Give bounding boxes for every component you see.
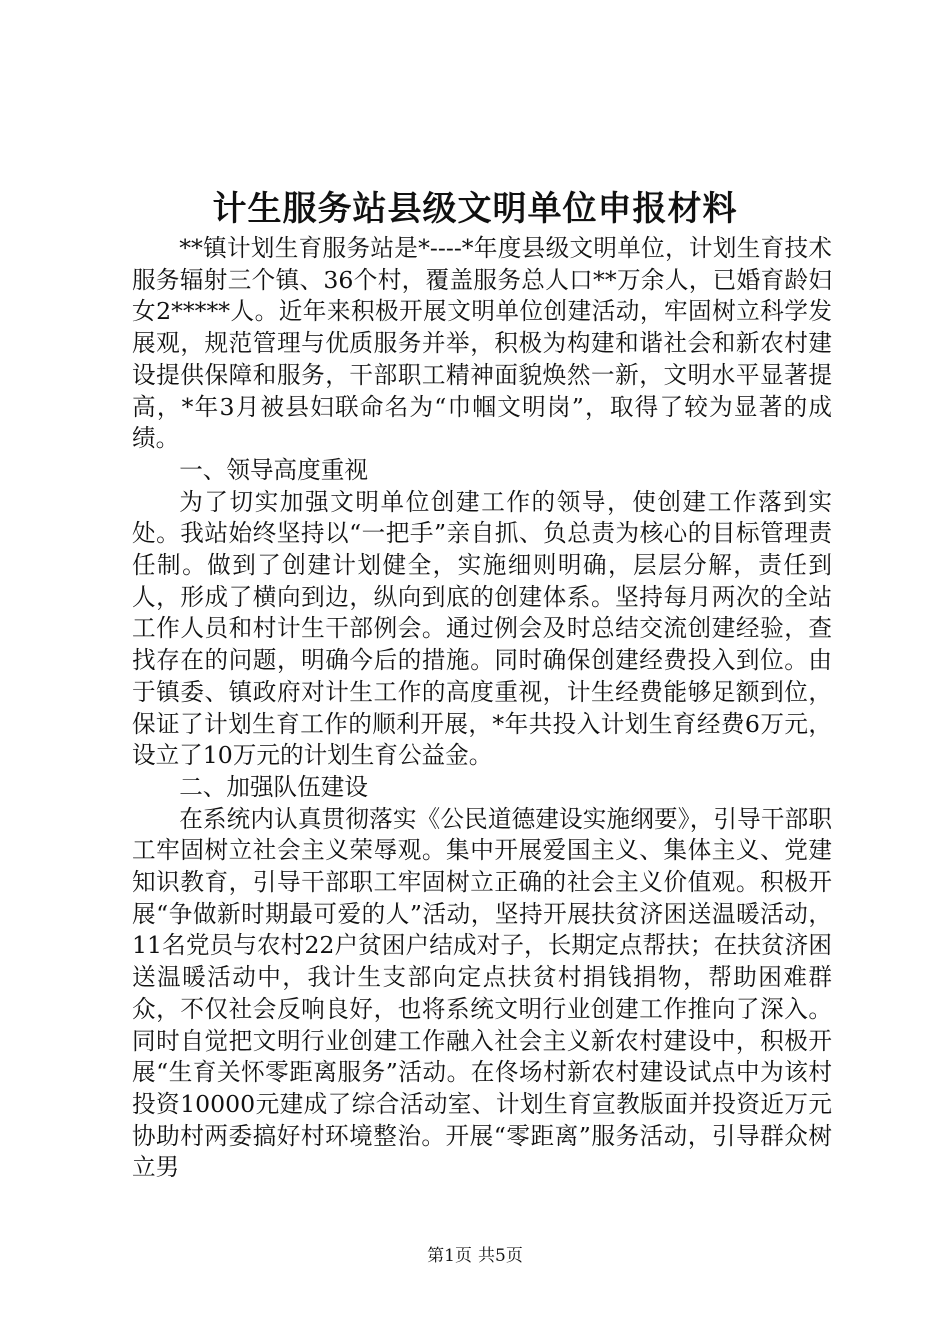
page-number-total: 共5页 <box>478 1246 523 1266</box>
intro-paragraph: **镇计划生育服务站是*----*年度县级文明单位，计划生育技术服务辐射三个镇、36个村，覆盖服务总人口**万余人，已婚育龄妇女2*****人。近年来积极开展文明单位创建活动，牢固树立科学发展观，规范管理与优质服务并举，积极为构建和谐社会和新农村建设提供保障和服务，干部职工精神面貌焕然一新，文明水平显著提高，*年3月被县妇联命名为“巾帼文明岗”，取得了较为显著的成绩。 <box>132 234 832 453</box>
section-1-heading: 一、领导高度重视 <box>179 455 368 484</box>
section-2-paragraph: 在系统内认真贯彻落实《公民道德建设实施纲要》，引导干部职工牢固树立社会主义荣辱观。集中开展爱国主义、集体主义、党建知识教育，引导干部职工牢固树立正确的社会主义价值观。积极开展“争做新时期最可爱的人”活动，坚持开展扶贫济困送温暖活动，11名党员与农村22户贫困户结成对子，长期定点帮扶；在扶贫济困送温暖活动中，我计生支部向定点扶贫村捐钱捐物，帮助困难群众，不仅社会反响良好，也将系统文明行业创建工作推向了深入。同时自觉把文明行业创建工作融入社会主义新农村建设中，积极开展“生育关怀零距离服务”活动。在佟场村新农村建设试点中为该村投资10000元建成了综合活动室、计划生育宣教版面并投资近万元协助村两委搞好村环境整治。开展“零距离”服务活动，引导群众树立男 <box>132 804 832 1182</box>
section-1-paragraph: 为了切实加强文明单位创建工作的领导，使创建工作落到实处。我站始终坚持以“一把手”亲自抓、负总责为核心的目标管理责任制。做到了创建计划健全，实施细则明确，层层分解，责任到人，形成了横向到边，纵向到底的创建体系。坚持每月两次的全站工作人员和村计生干部例会。通过例会及时总结交流创建经验，查找存在的问题，明确今后的措施。同时确保创建经费投入到位。由于镇委、镇政府对计生工作的高度重视，计生经费能够足额到位，保证了计划生育工作的顺利开展，*年共投入计划生育经费6万元，设立了10万元的计划生育公益金。 <box>132 487 832 770</box>
page-number-current: 第1页 <box>427 1246 472 1266</box>
page-footer <box>0 1244 950 1268</box>
document-body <box>132 233 832 1184</box>
section-2-heading: 二、加强队伍建设 <box>179 772 368 801</box>
document-title: 计生服务站县级文明单位申报材料 <box>212 189 738 229</box>
